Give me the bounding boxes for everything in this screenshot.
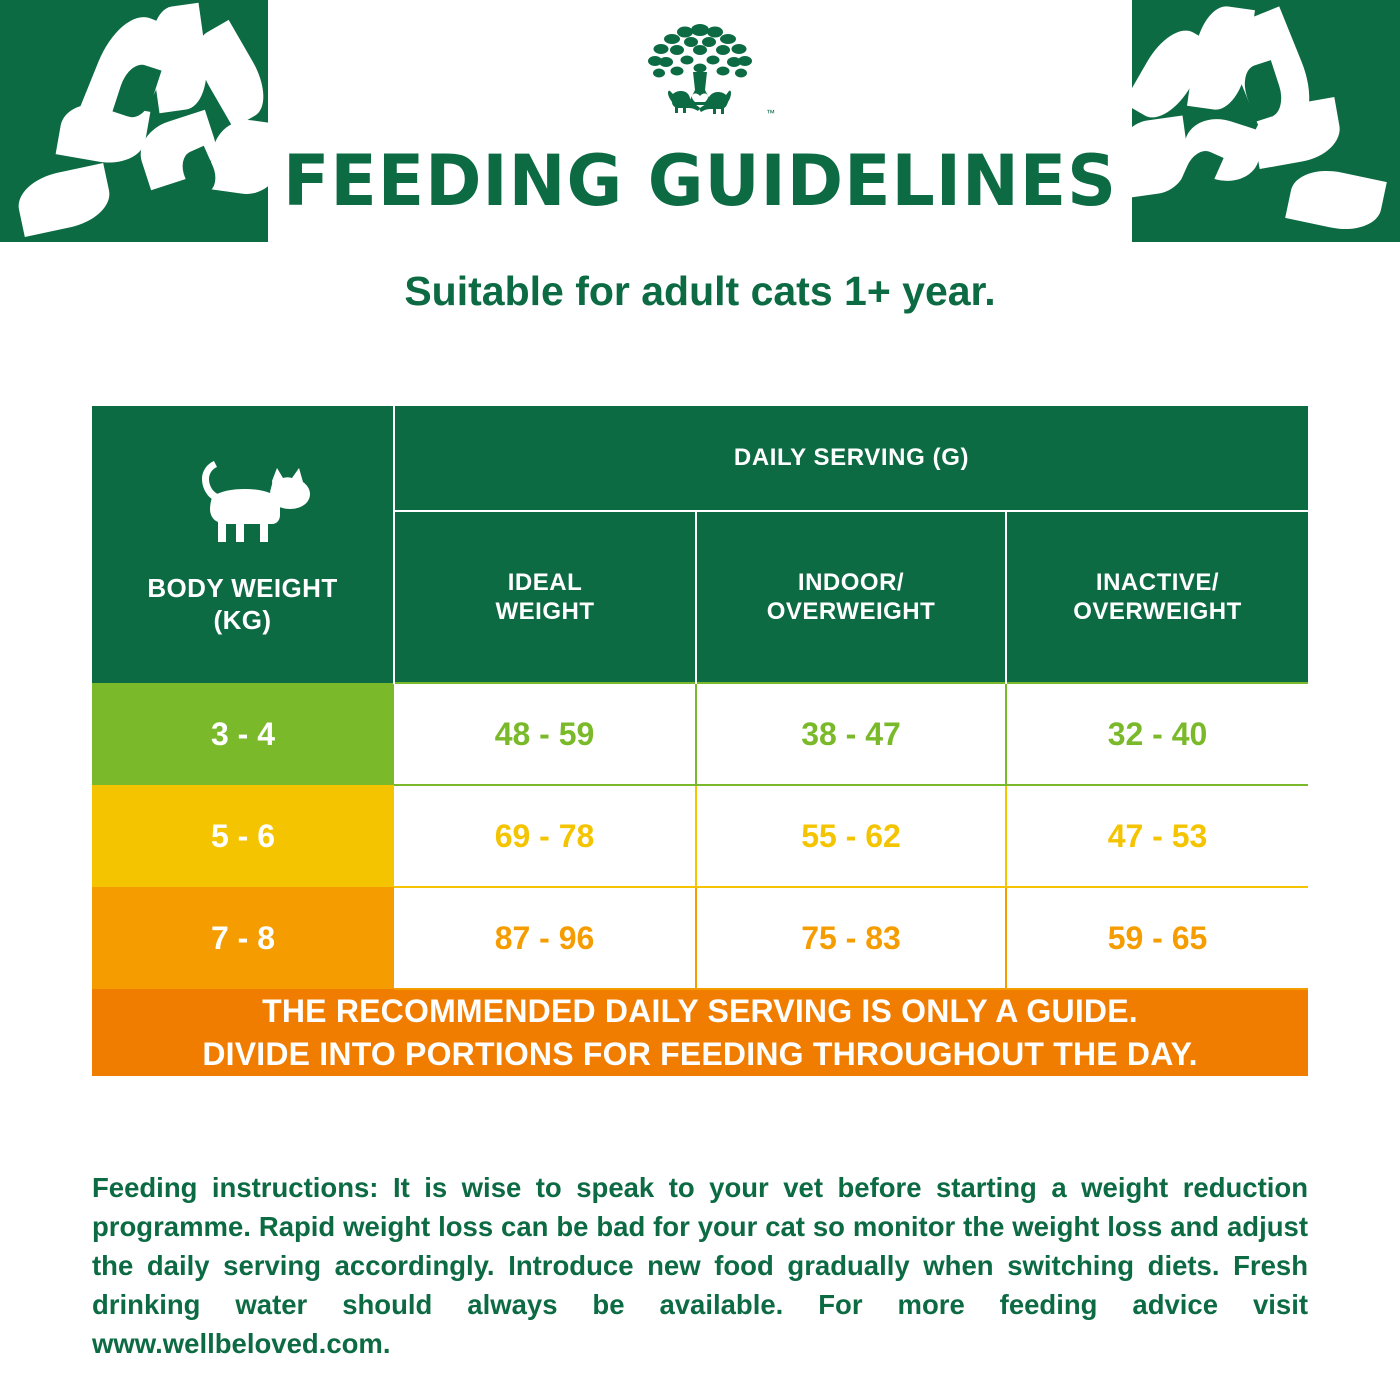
column-header-line2: WEIGHT [495, 598, 595, 625]
row-indoor-value: 38 - 47 [696, 683, 1006, 785]
body-weight-header-line1: BODY WEIGHT [147, 573, 338, 604]
column-header-line1: INACTIVE/ [1095, 568, 1220, 596]
body-weight-header-cell [92, 406, 394, 683]
column-header-line2: OVERWEIGHT [1073, 598, 1242, 625]
column-header-line2: OVERWEIGHT [766, 598, 936, 625]
column-header-indoor-overweight [696, 511, 1006, 683]
tree-with-cat-and-dog-logo-icon [625, 16, 775, 134]
row-inactive-value: 32 - 40 [1006, 683, 1308, 785]
column-header-ideal-weight [394, 511, 696, 683]
brand-logo [0, 16, 1400, 139]
feeding-instructions-text: Feeding instructions: It is wise to speak to your vet before starting a weight reduction programme. Rapid weight loss can be bad for your cat so monitor the weight loss and adjust the daily serving accordingly. Introduce new food gradually when switching diets. Fresh drinking water should always be available. For more feeding advice visit www.wellbeloved.com. [92, 1172, 1308, 1360]
row-indoor-value: 75 - 83 [696, 887, 1006, 989]
table-row [92, 683, 1308, 785]
table-footer-row [92, 989, 1308, 1076]
walking-cat-icon [168, 453, 318, 551]
row-weight-label: 3 - 4 [92, 683, 394, 785]
table-header-row-top [92, 406, 1308, 511]
page-title: FEEDING GUIDELINES [283, 140, 1117, 222]
row-ideal-value: 69 - 78 [394, 785, 696, 887]
row-inactive-value: 47 - 53 [1006, 785, 1308, 887]
table-row [92, 785, 1308, 887]
page-subtitle: Suitable for adult cats 1+ year. [404, 268, 996, 314]
table-row [92, 887, 1308, 989]
row-inactive-value: 59 - 65 [1006, 887, 1308, 989]
serving-guide-note-line2: DIVIDE INTO PORTIONS FOR FEEDING THROUGHOUT THE DAY. [202, 1035, 1198, 1072]
row-weight-label: 5 - 6 [92, 785, 394, 887]
serving-guide-note-line1: THE RECOMMENDED DAILY SERVING IS ONLY A GUIDE. [262, 993, 1138, 1029]
daily-serving-header-cell: DAILY SERVING (G) [394, 406, 1308, 511]
column-header-line1: INDOOR/ [797, 568, 905, 596]
feeding-guidelines-table [92, 406, 1308, 1076]
trademark-symbol: ™ [766, 108, 775, 118]
row-indoor-value: 55 - 62 [696, 785, 1006, 887]
serving-guide-note [92, 989, 1308, 1076]
body-weight-header-line2: (KG) [213, 604, 272, 635]
row-ideal-value: 48 - 59 [394, 683, 696, 785]
row-weight-label: 7 - 8 [92, 887, 394, 989]
column-header-line1: IDEAL [507, 568, 583, 596]
column-header-inactive-overweight [1006, 511, 1308, 683]
row-ideal-value: 87 - 96 [394, 887, 696, 989]
